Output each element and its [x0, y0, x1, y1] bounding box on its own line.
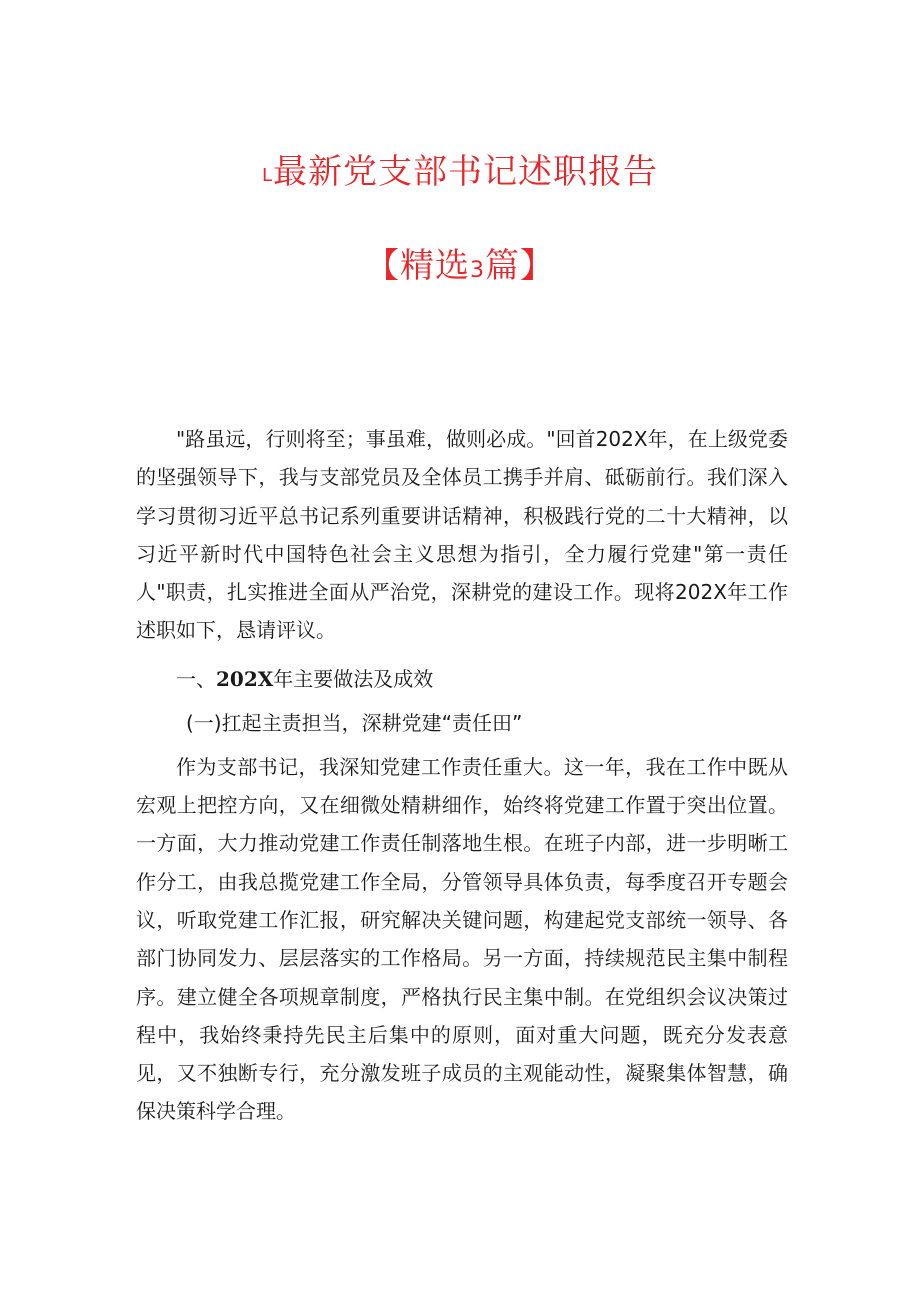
subtitle-count: 3 — [470, 258, 485, 283]
intro-paragraph: "路虽远，行则将至；事虽难，做则必成。"回首202X年，在上级党委的坚强领导下，我与支部党员及全体员工携手并肩、砥砺前行。我们深入学习贯彻习近平总书记系列重要讲话精神，积极践行党的二十大精神，以习近平新时代中国特色社会主义思想为指引，全力履行党建"第一责任人"职责，扎实推进全面从严治党，深耕党的建设工作。现将202X年工作述职如下，恳请评议。 — [136, 427, 788, 643]
subtitle-close: 篇】 — [485, 246, 555, 286]
section-prefix: 一、 — [176, 666, 216, 691]
title-main: 最新党支部书记述职报告 — [273, 152, 659, 192]
subsection-heading: (一)扛起主责担当，深耕党建“责任田” — [186, 710, 523, 735]
document-title — [0, 150, 920, 198]
section-year: 202X — [216, 666, 274, 691]
subtitle-open: 【精选 — [365, 246, 470, 286]
title-prefix: L — [261, 165, 274, 186]
document-subtitle — [0, 244, 920, 293]
section-text: 年主要做法及成效 — [273, 666, 434, 691]
body-paragraph: 作为支部书记，我深知党建工作责任重大。这一年，我在工作中既从宏观上把控方向，又在细微处精耕细作，始终将党建工作置于突出位置。一方面，大力推动党建工作责任制落地生根。在班子内部，进一步明晰工作分工，由我总揽党建工作全局，分管领导具体负责，每季度召开专题会议，听取党建工作汇报，研究解决关键问题，构建起党支部统一领导、各部门协同发力、层层落实的工作格局。另一方面，持续规范民主集中制程序。建立健全各项规章制度，严格执行民主集中制。在党组织会议决策过程中，我始终秉持先民主后集中的原则，面对重大问题，既充分发表意见，又不独断专行，充分激发班子成员的主观能动性，凝聚集体智慧，确保决策科学合理。 — [136, 754, 788, 1124]
document-body — [136, 420, 788, 1131]
section-heading — [136, 660, 788, 698]
